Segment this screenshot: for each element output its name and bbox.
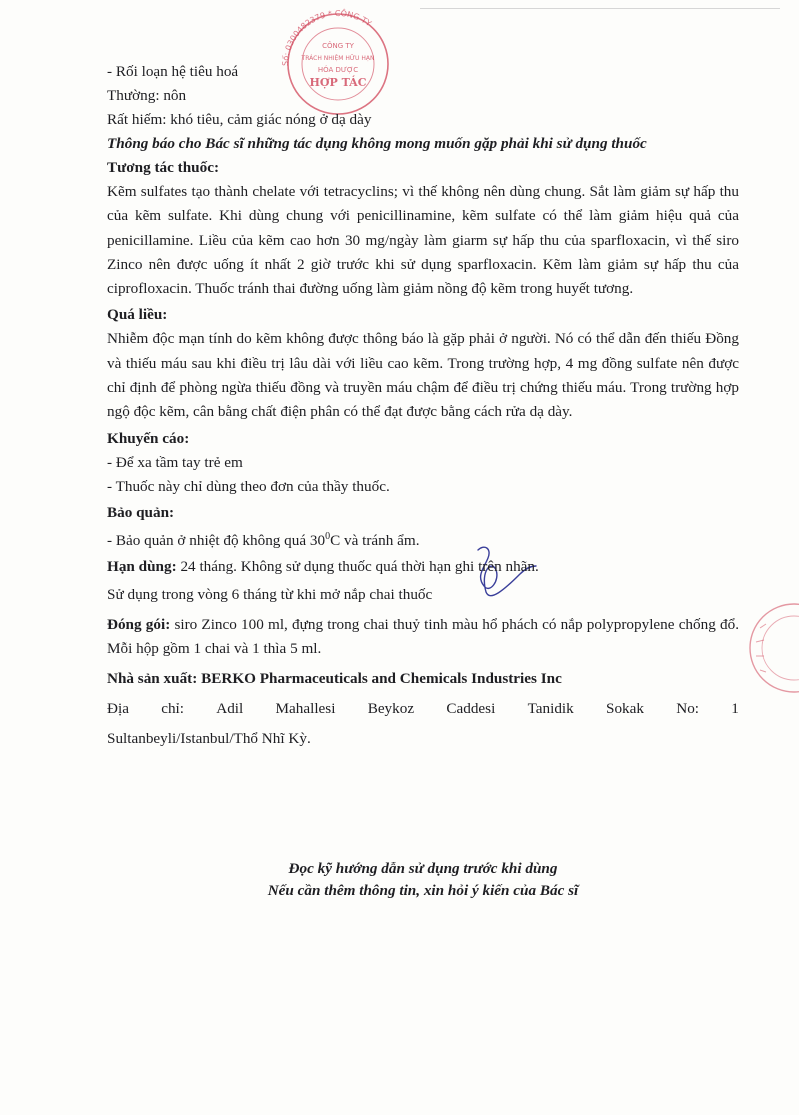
side-effect-item: - Rối loạn hệ tiêu hoá bbox=[107, 63, 239, 80]
overdose-body: Nhiễm độc mạn tính do kẽm không được thông báo là gặp phải ở người. Nó có thể dẫn đến thiếu Đồng và thiếu máu sau khi điều trị lâu dài với liều cao kẽm. Trong trường hợp, 4 mg đồng sulfate nên được chỉ định để phòng ngừa thiếu đồng và truyền máu chậm để điều trị chứng thiếu máu. Trong trường hợp ngộ độc kẽm, cân bằng chất điện phân có thể đạt được bằng cách rửa dạ dày. bbox=[107, 330, 739, 421]
storage-text: - Bảo quản ở nhiệt độ không quá $30^0C$ và tránh ẩm. bbox=[107, 530, 420, 549]
side-effect-rare: Rất hiếm: khó tiêu, cảm giác nóng ở dạ dày bbox=[107, 111, 372, 128]
warning-item-2: - Thuốc này chỉ dùng theo đơn của thầy thuốc. bbox=[107, 477, 390, 495]
stamp-line2: TRÁCH NHIỆM HỮU HẠN bbox=[301, 55, 375, 62]
footer-notice bbox=[107, 858, 739, 902]
stamp-ring-text: Số: 0300482379 * CÔNG TY bbox=[280, 8, 373, 67]
footer-line-2: Nếu cần thêm thông tin, xin hỏi ý kiến của Bác sĩ bbox=[267, 882, 579, 899]
side-effect-common: Thường: nôn bbox=[107, 87, 187, 104]
expiry-text: 24 tháng. Không sử dụng thuốc quá thời hạn ghi trên nhãn. bbox=[176, 557, 539, 575]
top-border-line bbox=[420, 8, 780, 9]
overdose-heading: Quá liều: bbox=[107, 306, 168, 324]
packaging-label: Đóng gói: bbox=[107, 615, 171, 633]
manufacturer-label: Nhà sản xuất: BERKO Pharmaceuticals and Chemicals Industries Inc bbox=[107, 669, 562, 687]
storage-heading: Bảo quản: bbox=[107, 503, 175, 521]
packaging-line bbox=[107, 613, 739, 661]
doctor-notice: Thông báo cho Bác sĩ những tác dụng không mong muốn gặp phải khi sử dụng thuốc bbox=[107, 135, 647, 152]
interactions-heading: Tương tác thuốc: bbox=[107, 159, 220, 176]
manufacturer-address-line2: Sultanbeyli/Istanbul/Thổ Nhĩ Kỳ. bbox=[107, 729, 311, 747]
manufacturer-address-line1: Địa chỉ: Adil Mahallesi Beykoz Caddesi Tanidik Sokak No: 1 bbox=[107, 699, 739, 717]
packaging-text: siro Zinco 100 ml, đựng trong chai thuỷ tinh màu hổ phách có nắp polypropylene chống đổ. Mỗi hộp gồm 1 chai và 1 thìa 5 ml. bbox=[107, 615, 739, 657]
stamp-line4: HỢP TÁC bbox=[309, 76, 367, 89]
warning-item-1: - Để xa tầm tay trẻ em bbox=[107, 453, 243, 471]
warnings-heading: Khuyến cáo: bbox=[107, 429, 190, 447]
document-body bbox=[107, 60, 739, 751]
stamp-line3: HÓA DƯỢC bbox=[317, 66, 359, 74]
interactions-body: Kẽm sulfates tạo thành chelate với tetracyclins; vì thế không nên dùng chung. Sắt làm giảm sự hấp thu của kẽm sulfate. Khi dùng chung với penicillinamine, kẽm sulfate có thể làm giảm hiệu quả của penicillamine. Liều của kẽm cao hơn 30 mg/ngày làm giarm sự hấp thu của sparfloxacin, vì thế siro Zinco nên được uống ít nhất 2 giờ trước khi sử dụng sparfloxacin. Kẽm làm giảm sự hấp thu của ciprofloxacin. Thuốc tránh thai đường uống làm giảm nồng độ kẽm trong huyết tương. bbox=[107, 183, 739, 298]
expiry-line bbox=[107, 555, 739, 579]
footer-line-1: Đọc kỹ hướng dẫn sử dụng trước khi dùng bbox=[288, 860, 558, 877]
stamp-line1: CÔNG TY bbox=[322, 42, 354, 50]
expiry-label: Hạn dùng: bbox=[107, 557, 177, 575]
expiry-after-opening: Sử dụng trong vòng 6 tháng từ khi mở nắp chai thuốc bbox=[107, 585, 433, 603]
degree-superscript: 0 bbox=[325, 530, 331, 542]
